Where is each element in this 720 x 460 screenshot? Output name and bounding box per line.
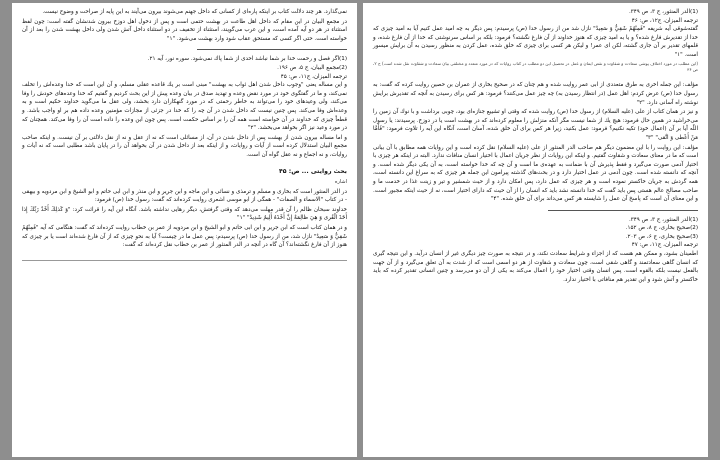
footnote: (3)صحيح بخارى، ج ۶، ص ۲۰۳. — [625, 233, 698, 240]
page-reference: ترجمه الميزان، ج۱۱، ص: ۴۷ — [631, 242, 698, 249]
section-note: (اين مطلب در مورد اختلاف پوشى سعادت و شقاوت و نقض ايمان و عمل در تحصيل اين دو مطلب در كتاب روايات كه در مورد متعدد و مختلفى بيان سعادت و شقاوت نقل شده است) ج ۲، ص ۳۶ — [373, 60, 698, 72]
paragraph: و در همان كتاب است كه ابن جرير و ابن ابى حاتم و ابو الشيخ و ابن مردويه از عمر بن خطاب روايت كرده‌اند كه گفت: هنگامى كه آيه "فَمِنْهُمْ شَقِيٌّ وَ سَعِيدٌ" نازل شد، من از رسول خدا (ص) پرسيدم: پس عمل ما در چيست؟ آيا به نحو چيزى كه از آن فارغ شده‌اند است يا بر چيزى كه هنوز از آن فارغ نگشته‌اند؟ آن گاه در آنچه در الدر المنثور از عمر بن خطاب نقل كرده‌اند كه گفت: — [22, 225, 347, 249]
paragraph: مؤلف: اين جمله اخرى به طرق متعددى از ابى عمر روايت شده و هم چنان كه در صحيح بخارى از عمران بن حصين روايت كرده كه گفت: به رسول خدا (ص) عرض كردم: اهل عمل (در انتظار رسيدن به) چه چيز عمل مى‌كنند؟ فرمود: هر كس براى رسيدن به آنچه كه تقديرش برايش نوشته راه آسانى دارد. "۲" — [373, 82, 698, 106]
page-reference: ترجمه الميزان، ج۱۱، ص: ۴۵ — [280, 73, 347, 80]
paragraph: در الدر المنثور است كه بخارى و مسلم و ترمذى و نسائى و ابن ماجه و ابن جرير و ابن منذر و ابن ابى حاتم و ابو الشيخ و ابن مردويه و بيهقى - در كتاب "الاسماء و الصفات" - همگى از ابو موسى اشعرى روايت كرده‌اند كه گفت: رسول خدا (ص) فرمود: — [22, 188, 347, 204]
page-end-divider — [22, 260, 347, 261]
paragraph: اطمينان بشود، و ممكن هم هست كه از اجزاء و شرايط سعادت نكند، و در نتيجه به صورت چيز ديگرى غير از انسان درآيد. و اين نتيجه گيرى كه انسان گاهى سعادتمند و گاهى شقى است، چون سعادت و شقاوت از هر دو اسمى است كه از شدت به آن تعلق مى‌گيرد و از آن جهت بالفعل نيست بلكه بالقوه است. پس انسان وقتى اختيار خود را اعمال مى‌كند به يكى از آن دو مى‌رسد و چنين انسانى تقدير كرده كه بايد خاكستر و آتش شود و اين تقدير هم منافاتى با اختيار ندارد. — [373, 251, 698, 283]
paragraph: در مجمع البيان در اين مقام كه داخل اهل طاعت در بهشت حتمى است و پس از دخول اهل دوزخ بيرون شدنشان گفته است: چون لفظ استثناء در هر دو آيه آمده است، و اين عرب مى‌گويند، استثناء از تخفيف در دو استثناء داخل آتش شدن ولى داخل بهشت شدن را بعد از آن خواسته است. حتى اگر كسى كه مستحق عقاب شود وارد بهشت مى‌شود. "۱" — [22, 18, 347, 42]
page-reference: ترجمه الميزان، ج۱۲، ص: ۴۶ — [631, 17, 698, 24]
paragraph: گفته‌شوقى آيه شريفه "فَمِنْهُمْ شَقِيٌّ وَ سَعِيدٌ" نازل شد من از رسول خدا (ص) پرسيدم: پس ديگر به چه اميد عمل كنيم آيا به اميد چيزى كه خدا از تقديرش فارغ شده؟ و يا به اميد چيزى كه هنوز خداوند از آن فارغ نگشته؟ فرمود: بلكه بر اساس سرنوشتى كه خدا از آن فارغ شده، و قلمهاى تقدير بر آن جارى گشته، لكن اى عمر! و ليكن هر كسى براى چيزى كه خلق شده، عمل كردن به منظور رسيدن به آن برايش ميسور است. "۱" — [373, 26, 698, 58]
paragraph: خداوند سبحان ظالم را آن قدر مهلت مى‌دهد كه وقتى گرفتش، ديگر رهايى نداشته باشد. آنگاه اين آيه را قرائت كرد: "وَ كَذلِكَ أَخْذُ رَبِّكَ إِذا أَخَذَ الْقُرى وَ هِيَ ظالِمَةٌ إِنَّ أَخْذَهُ أَلِيمٌ شَدِيدٌ" "۱" — [22, 206, 347, 222]
paragraph: و نيز در همان كتاب از على (عليه السلام) از رسول خدا (ص) روايت شده كه وقتى او تشييع جنازه‌اى بود، چوبى برداشت و با نوك آن زمين را مى‌خراشيد در همين حال فرمود: هيچ يك از شما نيست مگر آنكه منزلش را معلوم كرده‌اند كه در بهشت است يا در دوزخ. پرسيدند: يا رسول اللّه آيا بر آن (اعمال خود) تكيه نكنيم؟ فرمود: عمل بكنيد، زيرا هر كس براى آن خلق شده، آسان است، آنگاه اين آيه را تلاوت فرمود: "فَأَمَّا مَنْ أَعْطى وَ اتَّقى" "۳" — [373, 109, 698, 141]
footnote-divider — [197, 49, 347, 50]
left-page — [12, 3, 357, 457]
section-heading: بحث روايتى ... ص: ۴۵ — [279, 167, 347, 175]
paragraph: نمى‌گذارد. هر چند دلالت كتاب بر اينكه پاره‌اى از كسانى كه داخل جهنم مى‌شوند بيرون مى‌آيند به اين پايه از صراحت و وضوح نيست. — [42, 9, 347, 15]
paragraph: و اما مساله بيرون شدن از بهشت پس از داخل شدن در آن، از مسائلى است كه نه از عقل و نه از نقل دلالتى بر آن نيست. و اينكه صاحب مجمع البيان استدلال كرده است از آيات و روايات، و از اينكه بعد از داخل شدن در آن بخواهد آن را در پايان باشد مطلبى است كه نه آيات و روايات، و نه اجماع و نه عقل گواه آن است. — [22, 134, 347, 158]
footnote: (1)الدر المنثور، ج ۳، ص ۳۴۹. — [629, 216, 698, 223]
right-page — [363, 3, 708, 457]
footnote-divider — [548, 210, 698, 211]
footnote: (1)الدر المنثور، ج ۳، ص ۳۴۹. — [629, 9, 698, 15]
paragraph: مؤلف: اين روايت را با اين مضمون ديگر هم صاحب الدر المنثور از على (عليه السلام) نقل كرده است و اين روايات همه مطابق با آن بيانى است كه ما در معناى سعادت و شقاوت گفتيم. و اينكه اين روايات از نظر جريان اعمال با اختيار انسان منافات ندارد. البته در اينكه هر چيزى با اختيار آدمى صورت مى‌گيرد و فقط پذيرش آن با ضمانت به عهده‌ى ما است و آن چه كه خدا خواسته است، به آن يكى ديگر شده است. و آنچه كه دانسته شده است. چون آدمى در عمل اختيار دارد و در بحث‌هاى گذشته پيرامون اين جمله هر چيزى كه به سراغ اين دانسته است، همه گردش به جريان خاكستر نموده است و هر چيزى كه عمل دارد، پس امكان دارد و از حيث شمشير و تير و زينت غذا در خدمت ما و صاحب مصالح عالم هستى پس بايد گفت كه خدا دانسته نشد بايد كه انسان را از آن حيث كه داراى اختيار است، نه از حيث اينكه مجبور است. و اين معناى آن است كه پاسخ آن عمل را شايسته هر كس مى‌داند براى آن خلق شده. "۴" — [373, 144, 698, 203]
paragraph: و اين مساله يعنى "وجوب داخل شدن اهل ثواب به بهشت" مبنى است بر يك قاعده عقلى مسلم، و آن اين است كه خدا وعده‌اش را تخلف نمى‌كند، و ما در گفتگوى خود در مورد نقض وعده و تهديد صدق در بيان وعده پيش از اين بحث كرديم و گفتيم كه خدا وعده‌هاى خودش را وفا مى‌كند، ولى وعيدهاى خود را مى‌تواند به خاطر رحمتى كه در مورد گنهكاران دارد بخشد، ولى عقل ما مى‌گويد خداوند حكيم است و به وعده‌اش وفا مى‌كند. پس چنين نيست كه داخل شدن در آن چه را كه خدا در جزئى از مجازات مؤمنين وعده داده هم بر او واجب باشد. و قطعاً چيزى كه خداوند در آن خواسته است همه آن را بر اساس حكمت است. پس چون اين وعده را داده است آن را وفا مى‌كند. همچنان كه در مورد وعيد نيز اگر بخواهد مى‌بخشد. "۲" — [22, 82, 347, 132]
section-subheading: اشاره — [334, 179, 347, 186]
footnote: (2)مجمع البيان، ج ۵، ص ۱۹۶. — [277, 64, 347, 71]
footnote: (1)اگر فصل و رحمت خدا بر شما نباشد احدى از شما پاك نمى‌شود. سوره نور، آيه ۲۱. — [147, 56, 347, 63]
footnote: (2)صحيح بخارى، ج ۸، ص ۱۵۲. — [625, 225, 698, 232]
